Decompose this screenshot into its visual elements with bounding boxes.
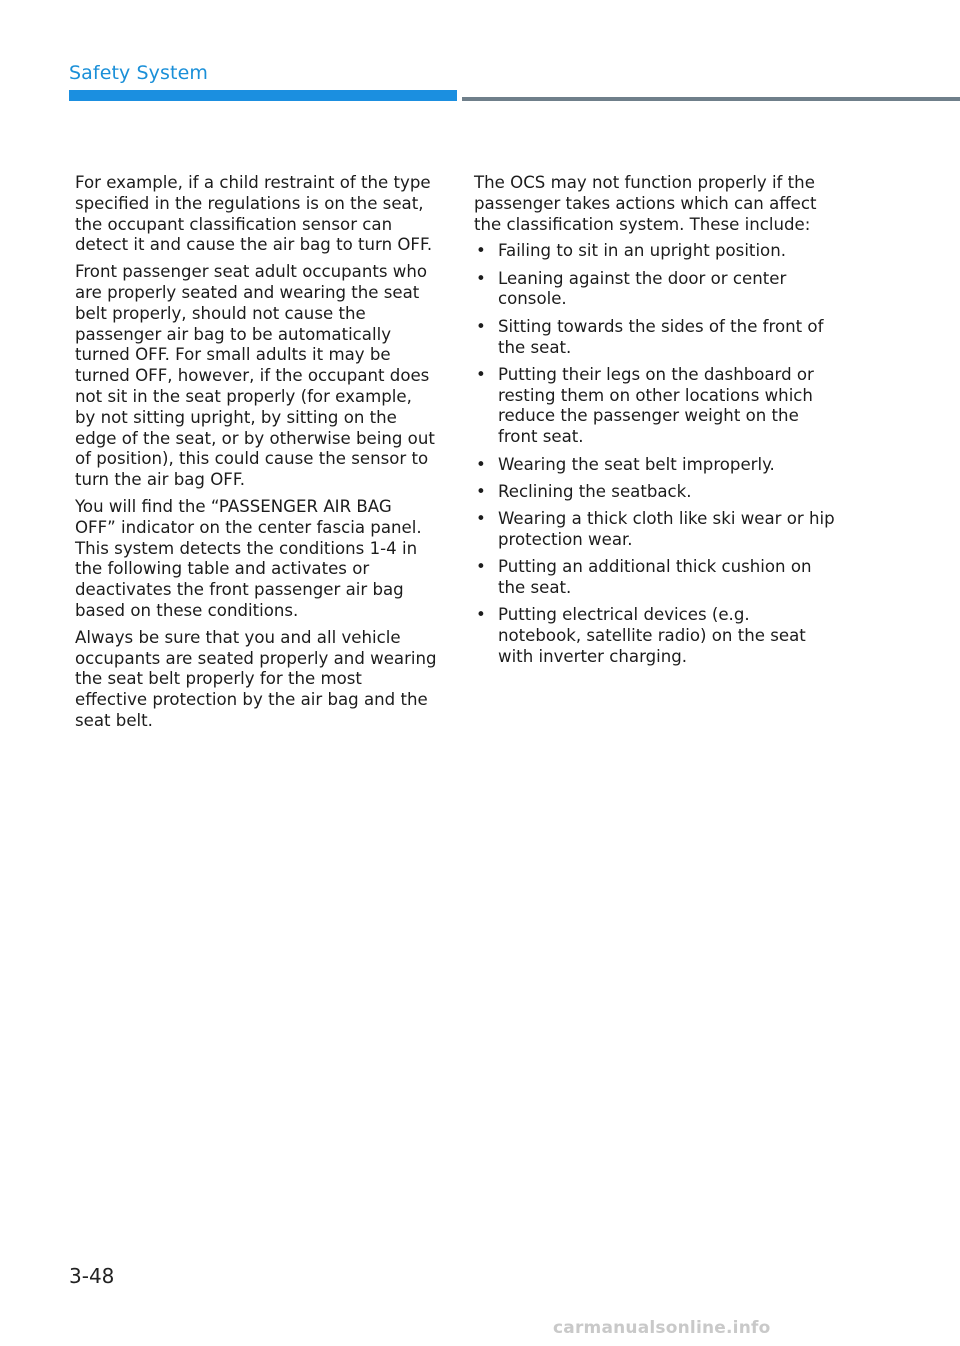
list-item (474, 557, 836, 599)
list-item (474, 241, 836, 262)
section-title: Safety System (69, 62, 208, 84)
list-item (474, 482, 836, 503)
bullet-icon: • (476, 454, 486, 474)
paragraph-ocs-intro: The OCS may not function properly if the passenger takes actions which can affect the classification system. These include: (474, 173, 817, 234)
page-number: 3-48 (69, 1264, 115, 1288)
list-item-text: Failing to sit in an upright position. (498, 241, 786, 261)
watermark-text: carmanualsonline.info (553, 1318, 771, 1338)
list-item (474, 509, 836, 551)
right-column (474, 173, 836, 674)
list-item (474, 455, 836, 476)
list-item (474, 605, 836, 667)
bullet-icon: • (476, 481, 486, 501)
list-item (474, 365, 836, 448)
bullet-icon: • (476, 509, 486, 529)
list-item-text: Leaning against the door or center console. (498, 268, 787, 309)
list-item-text: Reclining the seatback. (498, 481, 692, 501)
list-item-text: Putting an additional thick cushion on the seat. (498, 557, 812, 598)
bullet-icon: • (476, 557, 486, 577)
paragraph-indicator: You will find the “PASSENGER AIR BAG OFF” indicator on the center fascia panel. This system detects the conditions 1-4 in the following table and activates or deactivates the front passenger air bag based on these conditions. (75, 496, 422, 620)
list-item-text: Wearing the seat belt improperly. (498, 454, 775, 474)
header-rule-blue (69, 90, 457, 101)
bullet-icon: • (476, 364, 486, 384)
list-item (474, 317, 836, 359)
bullet-icon: • (476, 605, 486, 625)
paragraph-adult-occupants: Front passenger seat adult occupants who are properly seated and wearing the seat belt properly, should not cause the passenger air bag to be automatically turned OFF. For small adults it may be turned OFF, however, if the occupant does not sit in the seat properly (for example, by not sitting upright, by sitting on the edge of the seat, or by otherwise being out of position), this could cause the sensor to turn the air bag OFF. (75, 262, 435, 490)
ocs-conditions-list (474, 241, 836, 667)
list-item-text: Putting electrical devices (e.g. notebook, satellite radio) on the seat with inverter charging. (498, 605, 806, 666)
bullet-icon: • (476, 268, 486, 288)
bullet-icon: • (476, 316, 486, 336)
list-item-text: Sitting towards the sides of the front of the seat. (498, 316, 824, 357)
paragraph-always-be-sure: Always be sure that you and all vehicle occupants are seated properly and wearing the seat belt properly for the most effective protection by the air bag and the seat belt. (75, 627, 437, 730)
left-column (75, 173, 437, 738)
list-item-text: Wearing a thick cloth like ski wear or hip protection wear. (498, 509, 835, 549)
header-rule-gray (462, 97, 960, 101)
paragraph-child-restraint: For example, if a child restraint of the type specified in the regulations is on the seat, the occupant classification sensor can detect it and cause the air bag to turn OFF. (75, 173, 433, 255)
list-item-text: Putting their legs on the dashboard or resting them on other locations which reduce the passenger weight on the front seat. (498, 364, 814, 447)
list-item (474, 269, 836, 311)
bullet-icon: • (476, 241, 486, 261)
